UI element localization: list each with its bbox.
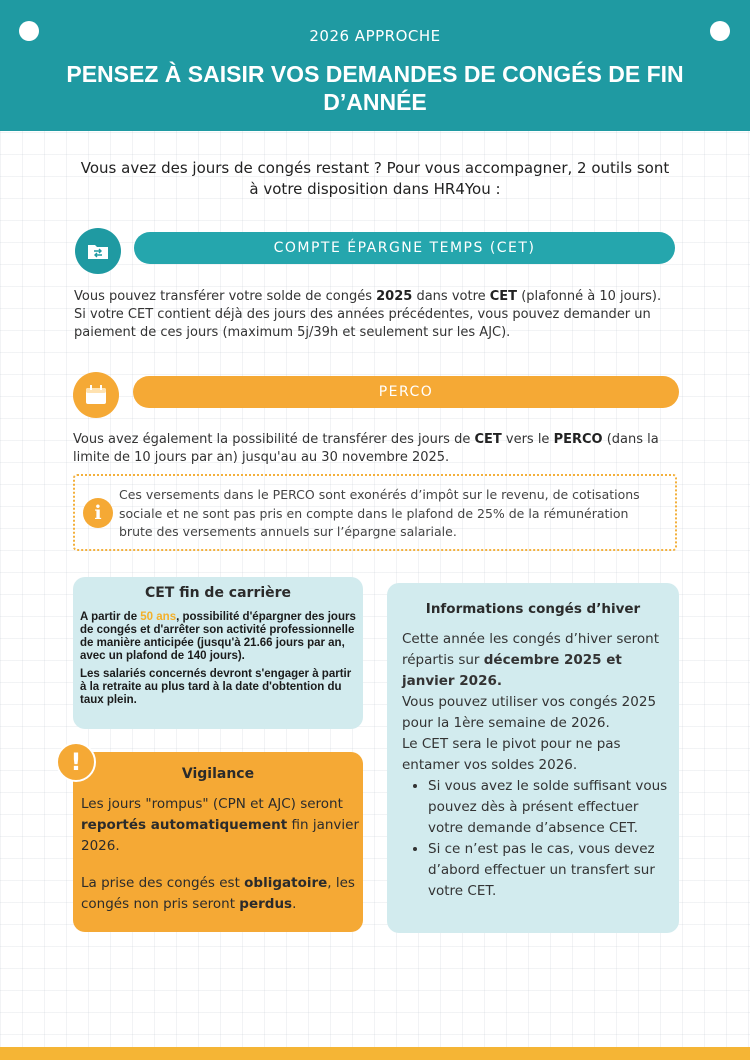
winter-info-list (402, 776, 672, 902)
vigilance-body: Les jours "rompus" (CPN et AJC) seront reportés automatiquement fin janvier 2026. La prise des congés est obligatoire, les congés non pris seront perdus. (81, 796, 360, 912)
footer-bar (0, 1047, 750, 1060)
header-banner (0, 0, 750, 131)
list-item: • Si ce n’est pas le cas, vous devez d’abord effectuer un transfert sur votre CET. (428, 839, 672, 902)
perco-section-title: PERCO (133, 376, 679, 408)
info-icon: i (83, 498, 113, 528)
intro-text: Vous avez des jours de congés restant ? Pour vous accompagner, 2 outils sont à votre disposition dans HR4You : (80, 159, 670, 198)
tax-notice-box (73, 474, 677, 551)
warning-icon: ! (56, 742, 96, 782)
vigilance-title: Vigilance (181, 766, 255, 782)
winter-info-title: Informations congés d’hiver (425, 601, 641, 617)
cet-career-title: CET fin de carrière (144, 585, 292, 601)
winter-info-body: Cette année les congés d’hiver seront répartis sur décembre 2025 et janvier 2026. Vous pouvez utiliser vos congés 2025 pour la 1ère semaine de 2026. Le CET sera le pivot pour ne pas entamer vos soldes 2026. • Si vous avez le solde suffisant vous pouvez dès à présent effectuer votre demande d’absence CET. • Si ce n’est pas le cas, vous devez d’abord effectuer un transfert sur votre CET. (402, 629, 672, 902)
folder-transfer-icon (75, 228, 121, 274)
header-kicker: 2026 APPROCHE (309, 27, 441, 45)
winter-info-card (387, 583, 679, 933)
tax-notice-text: Ces versements dans le PERCO sont exonérés d’impôt sur le revenu, de cotisations sociale et ne sont pas pris en compte dans le plafond de 25% de la rémunération brute des versements annuels sur l’épargne salariale. (119, 487, 640, 539)
cet-section-title: COMPTE ÉPARGNE TEMPS (CET) (134, 232, 675, 264)
cet-section-text: Vous pouvez transférer votre solde de congés 2025 dans votre CET (plafonné à 10 jours). Si votre CET contient déjà des jours des années précédentes, vous pouvez demander un paiement de ces jours (maximum 5j/39h et seulement sur les AJC). (74, 289, 662, 340)
vigilance-card (73, 752, 363, 932)
list-item: • Si vous avez le solde suffisant vous pouvez dès à présent effectuer votre demande d’absence CET. (428, 776, 672, 839)
cet-career-body: A partir de 50 ans, possibilité d'épargner des jours de congés et d'arrêter son activité professionnelle de manière anticipée (jusqu'à 21.66 jours par an, avec un plafond de 140 jours). Les salariés concernés devront s'engager à partir à la retraite au plus tard à la date d'obtention du taux plein. (80, 611, 356, 706)
page-title: PENSEZ À SAISIR VOS DEMANDES DE CONGÉS DE FIN D’ANNÉE (66, 61, 684, 115)
perco-section-text: Vous avez également la possibilité de transférer des jours de CET vers le PERCO (dans la limite de 10 jours par an) jusqu'au au 30 novembre 2025. (73, 432, 659, 465)
calendar-icon (73, 372, 119, 418)
cet-career-card (73, 577, 363, 729)
